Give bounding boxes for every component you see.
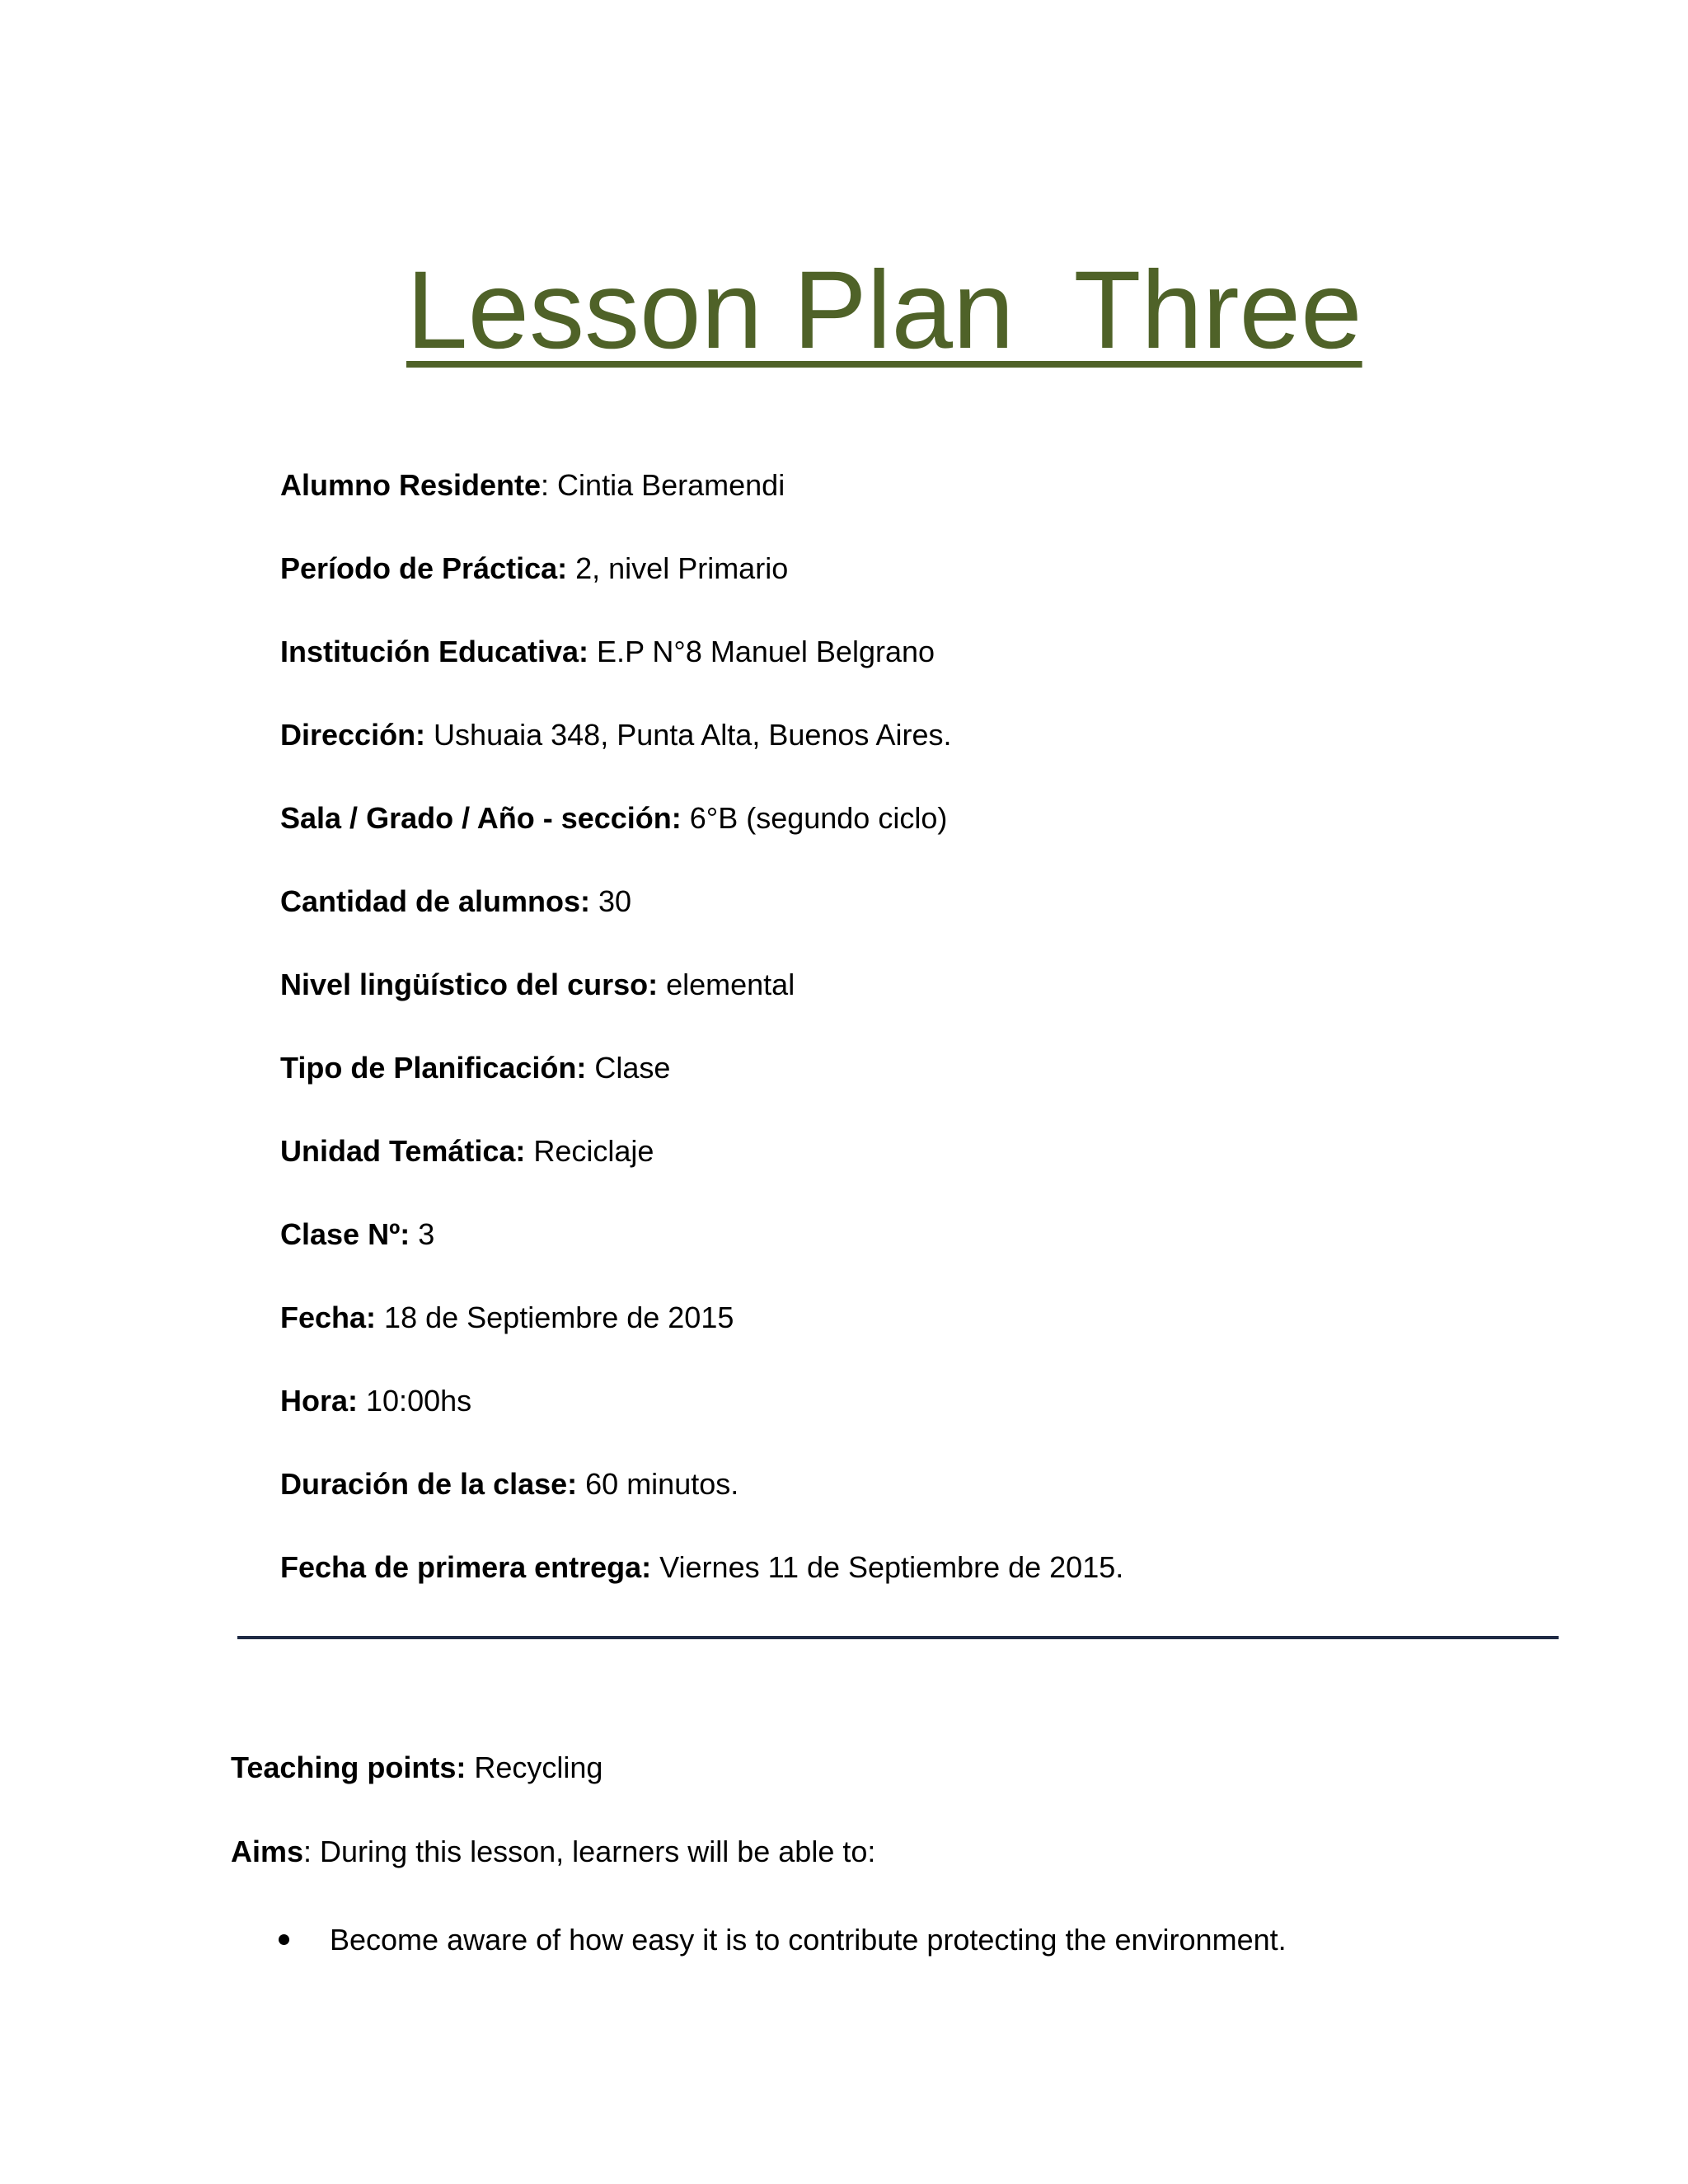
info-row-nivel: [280, 963, 1123, 1046]
info-row-alumno: [280, 463, 1123, 546]
info-label: Sala / Grado / Año - sección:: [280, 801, 682, 835]
info-row-grado: [280, 796, 1123, 879]
info-label: Duración de la clase:: [280, 1467, 578, 1501]
info-row-institucion: [280, 630, 1123, 713]
aims-list: [279, 1918, 1287, 1962]
info-value: 10:00hs: [358, 1384, 472, 1418]
info-value: Viernes 11 de Septiembre de 2015.: [651, 1550, 1124, 1584]
info-label: Clase Nº:: [280, 1217, 410, 1251]
info-value: 60 minutos.: [577, 1467, 739, 1501]
info-value: Clase: [586, 1051, 671, 1085]
aims-intro: : During this lesson, learners will be able to:: [303, 1835, 876, 1868]
info-row-periodo: [280, 546, 1123, 630]
aims-label: Aims: [231, 1835, 304, 1868]
info-label: Nivel lingüístico del curso:: [280, 968, 659, 1001]
info-row-tipo: [280, 1046, 1123, 1129]
lesson-info-list: [280, 463, 1123, 1629]
info-row-entrega: [280, 1545, 1123, 1629]
info-row-unidad: [280, 1129, 1123, 1212]
info-label: Alumno Residente: [280, 468, 542, 502]
info-value: elemental: [658, 968, 795, 1001]
info-value: 30: [590, 884, 632, 918]
info-value: Ushuaia 348, Punta Alta, Buenos Aires.: [425, 718, 952, 752]
info-label: Fecha:: [280, 1301, 377, 1334]
info-value: E.P N°8 Manuel Belgrano: [588, 635, 935, 668]
info-row-direccion: [280, 713, 1123, 796]
info-value: : Cintia Beramendi: [541, 468, 785, 502]
info-label: Unidad Temática:: [280, 1134, 526, 1168]
info-row-hora: [280, 1379, 1123, 1462]
page-title: Lesson Plan Three: [406, 249, 1362, 372]
aim-text: Become aware of how easy it is to contribute protecting the environment.: [330, 1923, 1287, 1957]
info-label: Tipo de Planificación:: [280, 1051, 587, 1085]
info-label: Hora:: [280, 1384, 359, 1418]
bullet-icon: [279, 1934, 289, 1945]
info-row-duracion: [280, 1462, 1123, 1545]
info-value: 2, nivel Primario: [567, 551, 789, 585]
info-label: Dirección:: [280, 718, 426, 752]
teaching-points: [231, 1746, 603, 1790]
info-row-clase: [280, 1212, 1123, 1296]
info-value: Reciclaje: [525, 1134, 654, 1168]
aims: [231, 1830, 875, 1874]
info-label: Institución Educativa:: [280, 635, 589, 668]
info-label: Período de Práctica:: [280, 551, 568, 585]
info-label: Fecha de primera entrega:: [280, 1550, 652, 1584]
info-row-fecha: [280, 1296, 1123, 1379]
info-row-cantidad: [280, 879, 1123, 963]
teaching-points-label: Teaching points:: [231, 1750, 467, 1784]
info-label: Cantidad de alumnos:: [280, 884, 591, 918]
section-divider: [237, 1636, 1559, 1639]
info-value: 6°B (segundo ciclo): [681, 801, 948, 835]
info-value: 18 de Septiembre de 2015: [376, 1301, 734, 1334]
info-value: 3: [410, 1217, 435, 1251]
list-item: [279, 1918, 1287, 1962]
teaching-points-value: Recycling: [466, 1750, 603, 1784]
